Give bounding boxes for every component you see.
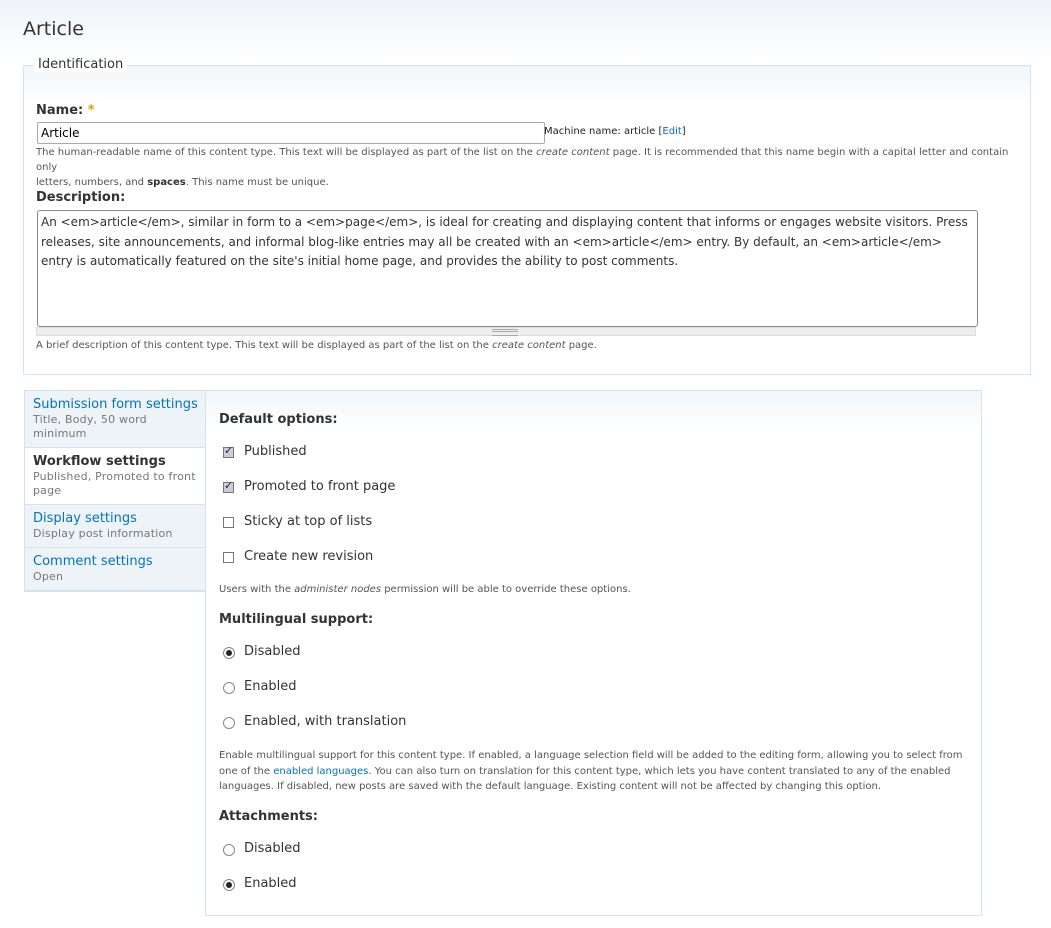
machine-name: Machine name: article [Edit] xyxy=(544,126,686,137)
machine-name-edit-link[interactable]: Edit xyxy=(662,126,682,137)
vtab-display-settings[interactable]: Display settings Display post information xyxy=(25,505,206,548)
attachments-enabled-radio[interactable] xyxy=(223,879,235,891)
multilingual-translation-radio[interactable] xyxy=(223,717,235,729)
name-input[interactable] xyxy=(37,122,545,144)
multilingual-enabled-radio[interactable] xyxy=(223,682,235,694)
identification-fieldset xyxy=(23,57,1031,375)
enabled-languages-link[interactable]: enabled languages xyxy=(273,765,369,777)
name-help: The human-readable name of this content type. This text will be displayed as part of the list on the create content page. It is recommended that this name begin with a capital letter and contain only letters, numbers, and spaces. This name must be unique. xyxy=(36,147,1009,188)
multilingual-label: Multilingual support: xyxy=(219,612,374,627)
page-title: Article xyxy=(23,18,84,40)
default-options-label: Default options: xyxy=(219,412,338,427)
required-marker: * xyxy=(87,103,95,118)
vtab-workflow-settings[interactable]: Workflow settings Published, Promoted to front page xyxy=(25,448,206,505)
vtab-comment-settings[interactable]: Comment settings Open xyxy=(25,548,206,591)
default-options-help: Users with the administer nodes permission will be able to override these options. xyxy=(219,584,631,595)
grip-icon xyxy=(492,329,518,336)
sticky-checkbox[interactable] xyxy=(223,517,234,528)
identification-legend: Identification xyxy=(34,57,127,72)
multilingual-disabled-radio[interactable] xyxy=(223,647,235,659)
description-textarea[interactable]: An <em>article</em>, similar in form to a <em>page</em>, is ideal for creating and displaying content that informs or engages website visitors. Press releases, site announcements, and informal blog-like entries may all be created with an <em>article</em> entry. By default, an <em>article</em> entry is automatically featured on the site's initial home page, and provides the ability to post comments. xyxy=(37,210,978,327)
vertical-tabs xyxy=(24,390,206,592)
workflow-settings-pane: Default options: ✓ Published ✓ Promoted to front page Sticky at top of lists Create new revision Users with the administer nodes permission will be able to override these options. Multilingual support: Disabled Enabled Enabled, with translation Enable multilingual support for this content type. If enabled, a language selection field will be added to the editing form, allowing you to select from one of the enabled languages. You can also turn on translation for this content type, which lets you have content translated to any of the enabled languages. If disabled, new posts are saved with the default language. Existing content will not be affected by changing this option. Attachments: Disabled Enabled xyxy=(205,390,982,916)
vtab-submission-form-settings[interactable]: Submission form settings Title, Body, 50 word minimum xyxy=(25,391,206,448)
description-help: A brief description of this content type. This text will be displayed as part of the list on the create content page. xyxy=(36,340,597,351)
name-label: Name: * xyxy=(36,103,95,118)
published-checkbox[interactable] xyxy=(223,447,234,458)
multilingual-help: Enable multilingual support for this content type. If enabled, a language selection field will be added to the editing form, allowing you to select from one of the enabled languages. You can also turn on translation for this content type, which lets you have content translated to any of the enabled languages. If disabled, new posts are saved with the default language. Existing content will not be affected by changing this option. xyxy=(219,750,963,792)
textarea-resize-handle[interactable] xyxy=(36,327,976,336)
attachments-disabled-radio[interactable] xyxy=(223,844,235,856)
promoted-checkbox[interactable] xyxy=(223,482,234,493)
description-label: Description: xyxy=(36,190,126,205)
new-revision-checkbox[interactable] xyxy=(223,552,234,563)
attachments-label: Attachments: xyxy=(219,809,318,824)
